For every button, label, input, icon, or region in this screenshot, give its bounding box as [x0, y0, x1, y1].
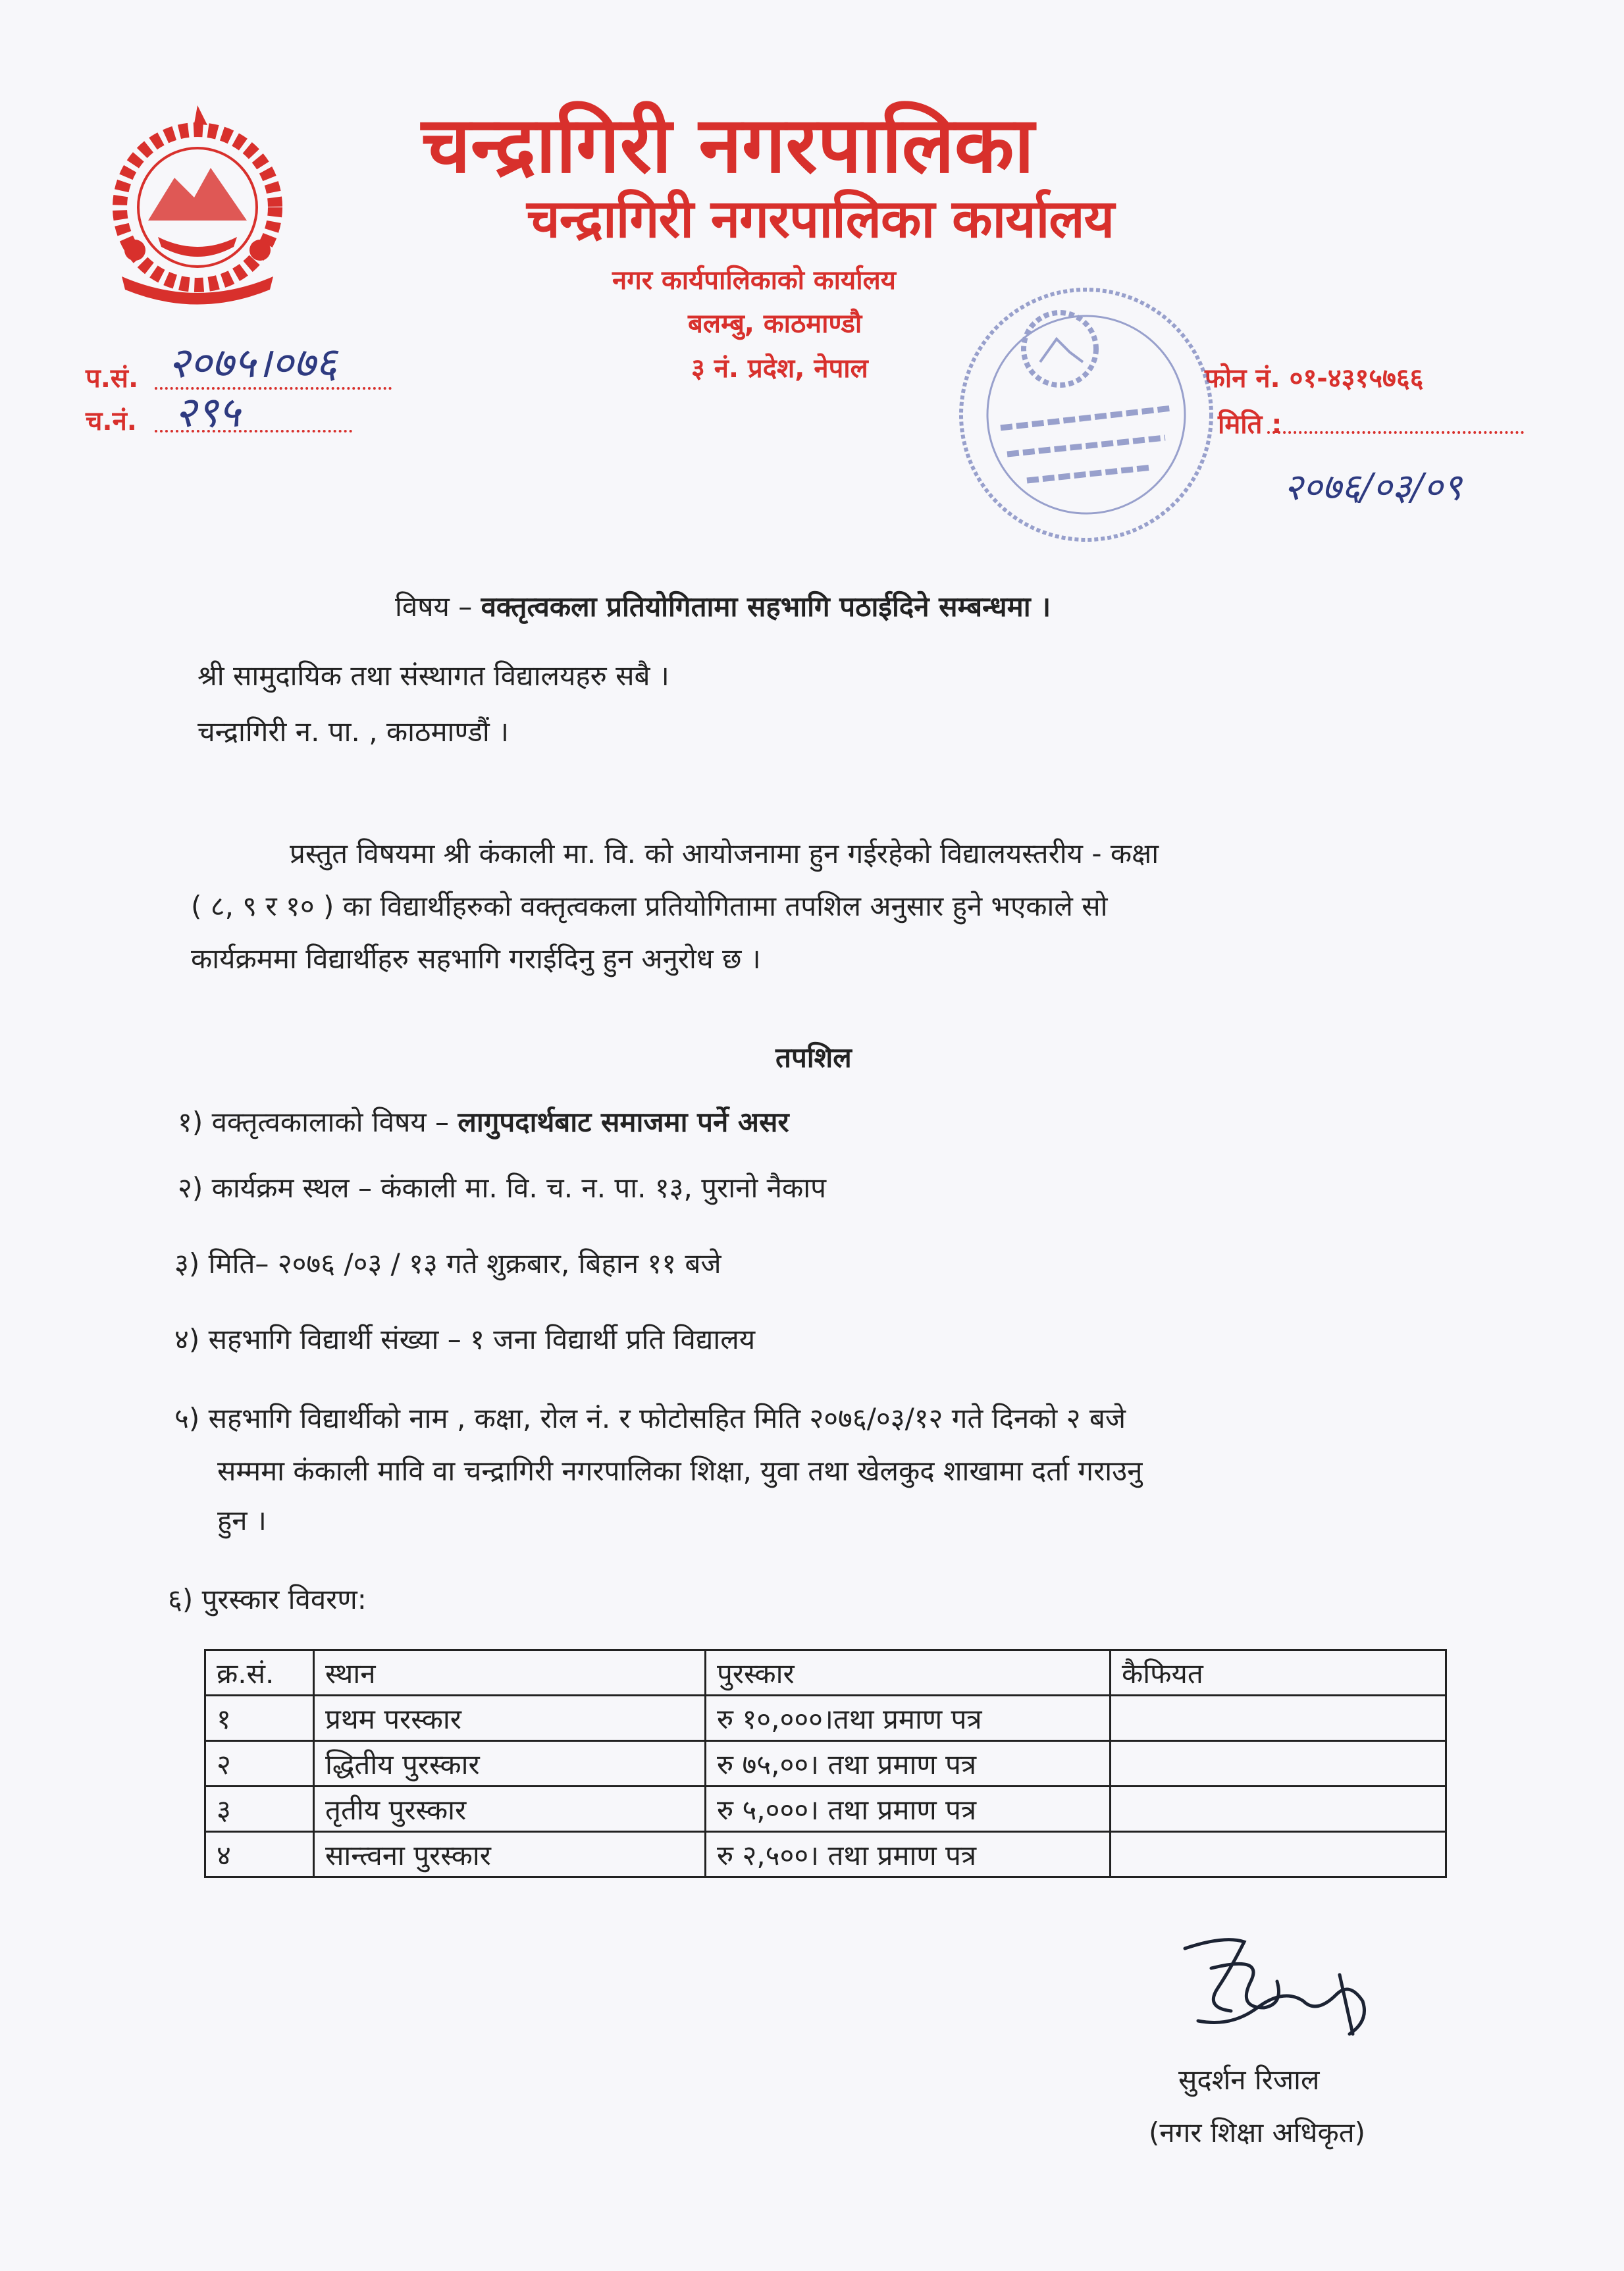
nepal-emblem-icon — [95, 99, 300, 316]
detail-item-6: ६) पुरस्कार विवरण: — [168, 1583, 367, 1615]
table-row — [205, 1832, 1446, 1877]
cell-remarks — [1111, 1741, 1446, 1787]
cell-prize: रु १०,०००।तथा प्रमाण पत्र — [706, 1696, 1111, 1741]
cell-position: प्रथम परस्कार — [314, 1696, 706, 1741]
body-line-1: प्रस्तुत विषयमा श्री कंकाली मा. वि. को आयोजनामा हुन गईरहेको विद्यालयस्तरीय - कक्षा — [290, 837, 1159, 870]
org-subtitle: चन्द्रागिरी नगरपालिका कार्यालय — [527, 188, 1114, 249]
subject-label: विषय – — [395, 590, 473, 623]
details-heading: तपशिल — [775, 1041, 852, 1074]
detail-item-5-line-3: हुन । — [217, 1504, 267, 1536]
cell-remarks — [1111, 1832, 1446, 1877]
address-line-1: बलम्बु, काठमाण्डौ — [688, 309, 862, 339]
date-value: २०७६/०३/०९ — [1284, 466, 1462, 509]
cell-prize: रु ५,०००। तथा प्रमाण पत्र — [706, 1787, 1111, 1832]
detail-item-5-line-2: सम्ममा कंकाली मावि वा चन्द्रागिरी नगरपालिका शिक्षा, युवा तथा खेलकुद शाखामा दर्ता गराउनु — [217, 1455, 1143, 1487]
body-line-2: ( ८, ९ र १० ) का विद्यार्थीहरुको वक्तृत्वकला प्रतियोगितामा तपशिल अनुसार हुने भएकाले सो — [191, 890, 1108, 922]
header-position: स्थान — [314, 1650, 706, 1696]
cell-position: तृतीय पुरस्कार — [314, 1787, 706, 1832]
date-underline — [1267, 398, 1524, 434]
phone-number: फोन नं. ०१-४३१५७६६ — [1205, 363, 1424, 394]
cell-serial: ४ — [205, 1832, 314, 1877]
detail-item-1-label: १) वक्तृत्वकालाको विषय – — [178, 1106, 450, 1138]
signature-mark — [1172, 1929, 1409, 2047]
subject-line — [395, 589, 1051, 625]
org-title: चन्द्रागिरी नगरपालिका — [421, 99, 1035, 190]
table-row — [205, 1741, 1446, 1787]
table-header-row — [205, 1650, 1446, 1696]
table-row — [205, 1696, 1446, 1741]
header-remarks: कैफियत — [1111, 1650, 1446, 1696]
ref-no-label: प.सं. — [86, 363, 139, 394]
body-line-3: कार्यक्रममा विद्यार्थीहरु सहभागि गराईदिनु हुन अनुरोध छ । — [191, 943, 761, 975]
recipient-line-1: श्री सामुदायिक तथा संस्थागत विद्यालयहरु सबै । — [197, 660, 669, 692]
signatory-name: सुदर्शन रिजाल — [1178, 2064, 1320, 2096]
dispatch-no-value: २९५ — [174, 388, 240, 437]
cell-serial: ३ — [205, 1787, 314, 1832]
detail-item-1 — [178, 1103, 789, 1140]
cell-position: द्धितीय पुरस्कार — [314, 1741, 706, 1787]
cell-remarks — [1111, 1696, 1446, 1741]
recipient-line-2: चन्द्रागिरी न. पा. , काठमाण्डौं । — [197, 716, 510, 748]
detail-item-4: ४) सहभागि विद्यार्थी संख्या – १ जना विद्यार्थी प्रति विद्यालय — [174, 1323, 756, 1355]
detail-item-3: ३) मिति– २०७६ /०३ / १३ गते शुक्रबार, बिहान ११ बजे — [174, 1247, 721, 1280]
ref-no-value: २०७५।०७६ — [168, 339, 338, 388]
header-prize: पुरस्कार — [706, 1650, 1111, 1696]
detail-item-1-value: लागुपदार्थबाट समाजमा पर्ने असर — [458, 1106, 789, 1138]
cell-remarks — [1111, 1787, 1446, 1832]
dispatch-no-label: च.नं. — [86, 406, 137, 436]
prize-table — [204, 1649, 1447, 1878]
header-serial: क्र.सं. — [205, 1650, 314, 1696]
date-label: मिति : — [1218, 409, 1282, 440]
cell-serial: २ — [205, 1741, 314, 1787]
cell-prize: रु ७५,००। तथा प्रमाण पत्र — [706, 1741, 1111, 1787]
office-name: नगर कार्यपालिकाको कार्यालय — [612, 265, 896, 296]
office-stamp-icon — [941, 276, 1231, 553]
address-line-2: ३ नं. प्रदेश, नेपाल — [691, 353, 868, 384]
detail-item-5-line-1: ५) सहभागि विद्यार्थीको नाम , कक्षा, रोल नं. र फोटोसहित मिति २०७६/०३/१२ गते दिनको २ बजे — [174, 1402, 1126, 1434]
detail-item-2: २) कार्यक्रम स्थल – कंकाली मा. वि. च. न. पा. १३, पुरानो नैकाप — [178, 1172, 826, 1204]
cell-serial: १ — [205, 1696, 314, 1741]
signatory-title: (नगर शिक्षा अधिकृत) — [1149, 2116, 1366, 2149]
subject-text: वक्तृत्वकला प्रतियोगितामा सहभागि पठाईदिने सम्बन्धमा । — [481, 590, 1051, 623]
cell-position: सान्त्वना पुरस्कार — [314, 1832, 706, 1877]
table-row — [205, 1787, 1446, 1832]
cell-prize: रु २,५००। तथा प्रमाण पत्र — [706, 1832, 1111, 1877]
